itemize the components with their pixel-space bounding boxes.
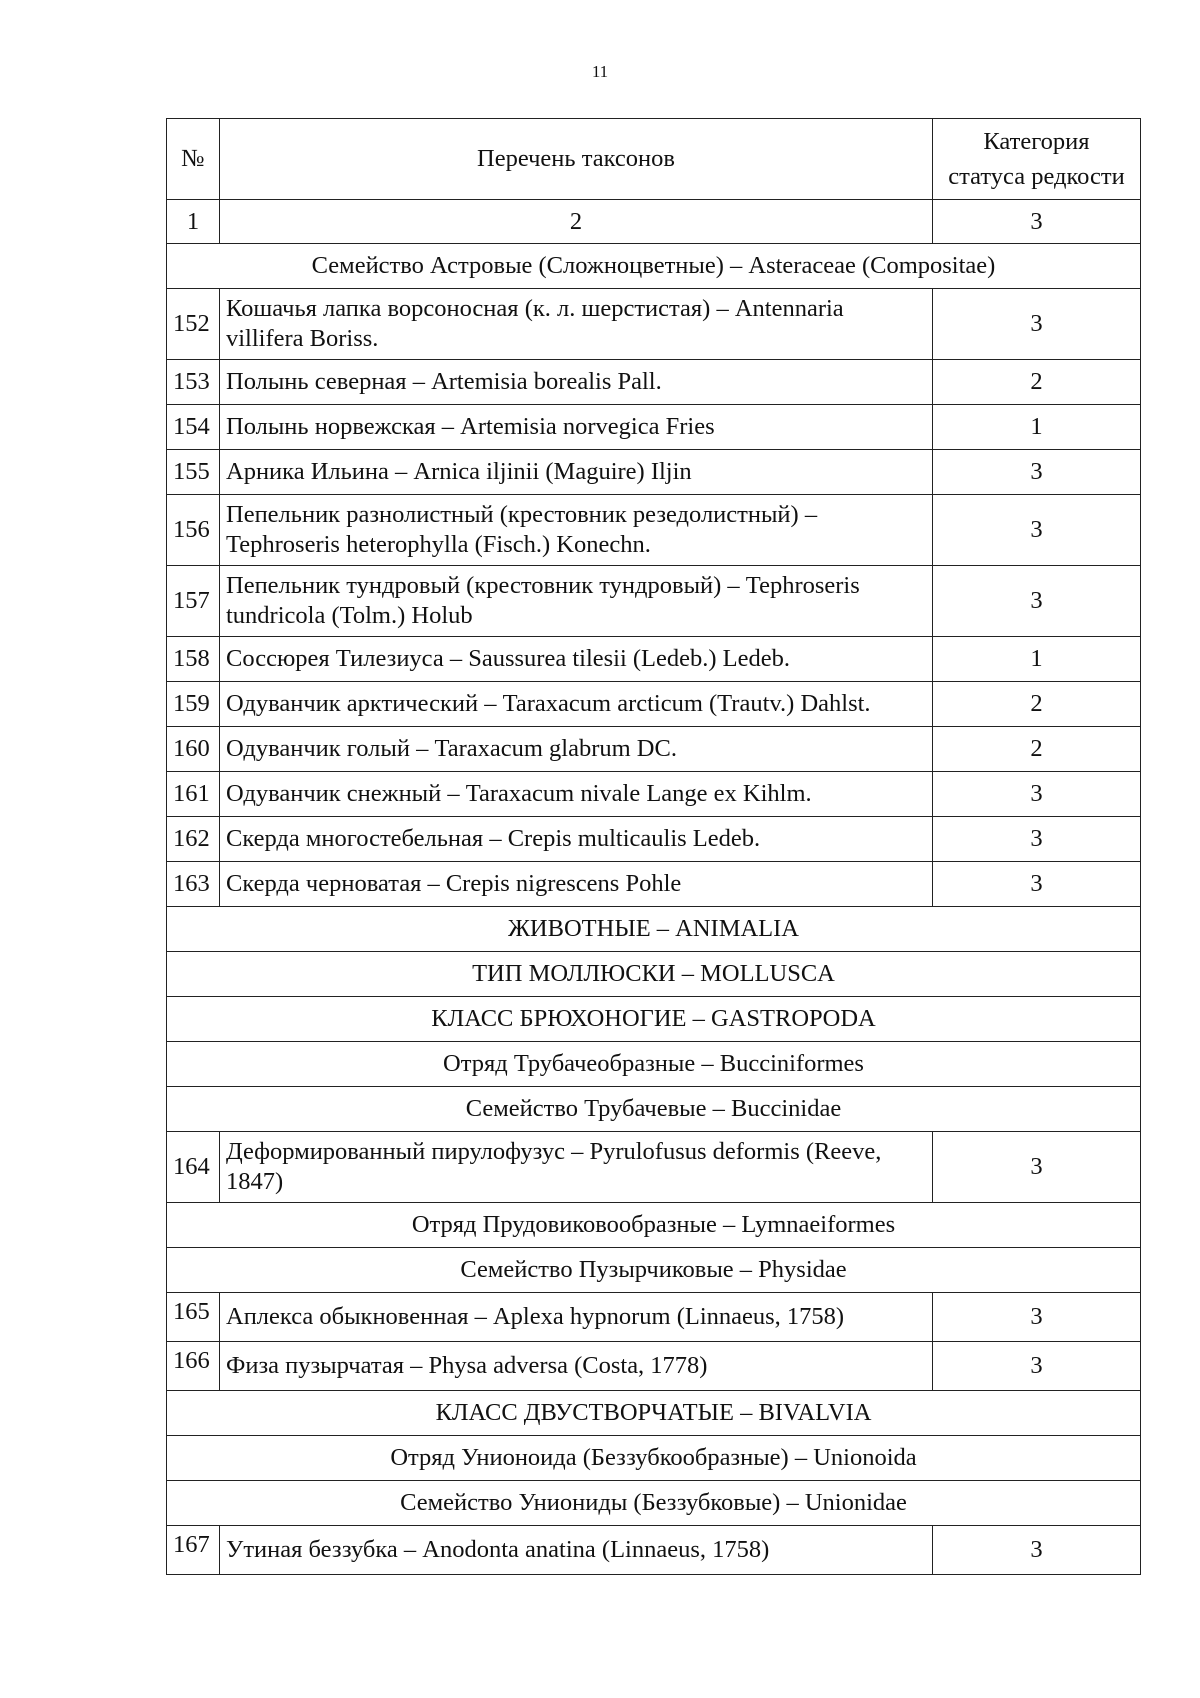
rarity-category: 3 [933, 817, 1141, 862]
header-rarity-category [933, 119, 1141, 200]
taxon-number: 154 [167, 405, 220, 450]
rarity-category: 3 [933, 566, 1141, 637]
taxon-row [167, 682, 1141, 727]
rarity-category: 3 [933, 1293, 1141, 1342]
taxon-row [167, 289, 1141, 360]
taxon-name: Одуванчик снежный – Taraxacum nivale Lange ex Kihlm. [220, 772, 933, 817]
section-heading-row [167, 1436, 1141, 1481]
taxon-number: 157 [167, 566, 220, 637]
section-heading: Отряд Прудовиковообразные – Lymnaeiformes [167, 1203, 1141, 1248]
section-heading: Отряд Унионоида (Беззубкообразные) – Unionoida [167, 1436, 1141, 1481]
taxon-number: 158 [167, 637, 220, 682]
header-row [167, 119, 1141, 200]
taxon-number: 153 [167, 360, 220, 405]
rarity-category: 2 [933, 360, 1141, 405]
section-heading: ЖИВОТНЫЕ – ANIMALIA [167, 907, 1141, 952]
taxon-row [167, 495, 1141, 566]
rarity-category: 2 [933, 727, 1141, 772]
taxon-name: Скерда черноватая – Crepis nigrescens Pohle [220, 862, 933, 907]
taxon-name: Соссюрея Тилезиуса – Saussurea tilesii (Ledeb.) Ledeb. [220, 637, 933, 682]
page-number: 11 [591, 62, 609, 81]
taxon-row [167, 1526, 1141, 1575]
rarity-category: 2 [933, 682, 1141, 727]
rarity-category: 3 [933, 495, 1141, 566]
section-heading: Семейство Астровые (Сложноцветные) – Asteraceae (Compositae) [167, 244, 1141, 289]
taxon-row [167, 360, 1141, 405]
taxon-name: Полынь норвежская – Artemisia norvegica Fries [220, 405, 933, 450]
header-number: № [167, 119, 220, 200]
section-heading: КЛАСС БРЮХОНОГИЕ – GASTROPODA [167, 997, 1141, 1042]
section-heading-row [167, 1203, 1141, 1248]
section-heading-row [167, 952, 1141, 997]
taxon-name: Полынь северная – Artemisia borealis Pall. [220, 360, 933, 405]
section-heading-row [167, 907, 1141, 952]
taxon-name: Физа пузырчатая – Physa adversa (Costa, 1778) [220, 1342, 933, 1391]
section-heading-row [167, 1248, 1141, 1293]
rare-taxa-table [166, 118, 1141, 1575]
section-heading-row [167, 1481, 1141, 1526]
taxon-row [167, 862, 1141, 907]
rarity-category: 3 [933, 772, 1141, 817]
taxon-number: 156 [167, 495, 220, 566]
rarity-category: 3 [933, 1526, 1141, 1575]
taxon-name: Одуванчик голый – Taraxacum glabrum DC. [220, 727, 933, 772]
taxon-number: 161 [167, 772, 220, 817]
taxon-number: 164 [167, 1132, 220, 1203]
section-heading-row [167, 1391, 1141, 1436]
column-index-3: 3 [933, 200, 1141, 244]
taxon-name: Деформированный пирулофузус – Pyrulofusus deformis (Reeve, 1847) [220, 1132, 933, 1203]
rarity-category: 3 [933, 862, 1141, 907]
taxon-row [167, 1293, 1141, 1342]
rarity-category: 1 [933, 637, 1141, 682]
taxon-row [167, 450, 1141, 495]
section-heading: Семейство Трубачевые – Buccinidae [167, 1087, 1141, 1132]
taxon-number: 166 [167, 1342, 220, 1391]
section-heading: КЛАСС ДВУСТВОРЧАТЫЕ – BIVALVIA [167, 1391, 1141, 1436]
taxon-name: Арника Ильина – Arnica iljinii (Maguire) Iljin [220, 450, 933, 495]
taxon-row [167, 405, 1141, 450]
taxon-row [167, 772, 1141, 817]
taxon-name: Кошачья лапка ворсоносная (к. л. шерстистая) – Antennaria villifera Boriss. [220, 289, 933, 360]
taxon-row [167, 637, 1141, 682]
rarity-category: 1 [933, 405, 1141, 450]
taxon-row [167, 727, 1141, 772]
header-category-line1: Категория [983, 128, 1090, 155]
rarity-category: 3 [933, 289, 1141, 360]
taxon-number: 162 [167, 817, 220, 862]
taxon-number: 159 [167, 682, 220, 727]
table-body [167, 244, 1141, 1575]
section-heading-row [167, 1042, 1141, 1087]
column-index-row [167, 200, 1141, 244]
taxon-number: 163 [167, 862, 220, 907]
taxon-name: Утиная беззубка – Anodonta anatina (Linnaeus, 1758) [220, 1526, 933, 1575]
section-heading: Семейство Пузырчиковые – Physidae [167, 1248, 1141, 1293]
taxon-number: 167 [167, 1526, 220, 1575]
taxon-name: Пепельник тундровый (крестовник тундровый) – Tephroseris tundricola (Tolm.) Holub [220, 566, 933, 637]
taxon-number: 152 [167, 289, 220, 360]
taxon-name: Пепельник разнолистный (крестовник резедолистный) – Tephroseris heterophylla (Fisch.) Konechn. [220, 495, 933, 566]
section-heading-row [167, 997, 1141, 1042]
rarity-category: 3 [933, 1342, 1141, 1391]
taxon-number: 160 [167, 727, 220, 772]
column-index-1: 1 [167, 200, 220, 244]
section-heading: ТИП МОЛЛЮСКИ – MOLLUSCA [167, 952, 1141, 997]
taxon-row [167, 566, 1141, 637]
taxon-number: 165 [167, 1293, 220, 1342]
section-heading: Отряд Трубачеобразные – Bucciniformes [167, 1042, 1141, 1087]
rarity-category: 3 [933, 1132, 1141, 1203]
section-heading-row [167, 244, 1141, 289]
section-heading: Семейство Униониды (Беззубковые) – Unionidae [167, 1481, 1141, 1526]
taxon-row [167, 1342, 1141, 1391]
taxon-row [167, 1132, 1141, 1203]
taxon-row [167, 817, 1141, 862]
taxon-number: 155 [167, 450, 220, 495]
taxon-name: Одуванчик арктический – Taraxacum arcticum (Trautv.) Dahlst. [220, 682, 933, 727]
header-taxa-list: Перечень таксонов [220, 119, 933, 200]
taxon-name: Аплекса обыкновенная – Aplexa hypnorum (Linnaeus, 1758) [220, 1293, 933, 1342]
header-category-line2: статуса редкости [948, 163, 1125, 190]
column-index-2: 2 [220, 200, 933, 244]
rarity-category: 3 [933, 450, 1141, 495]
section-heading-row [167, 1087, 1141, 1132]
taxon-name: Скерда многостебельная – Crepis multicaulis Ledeb. [220, 817, 933, 862]
